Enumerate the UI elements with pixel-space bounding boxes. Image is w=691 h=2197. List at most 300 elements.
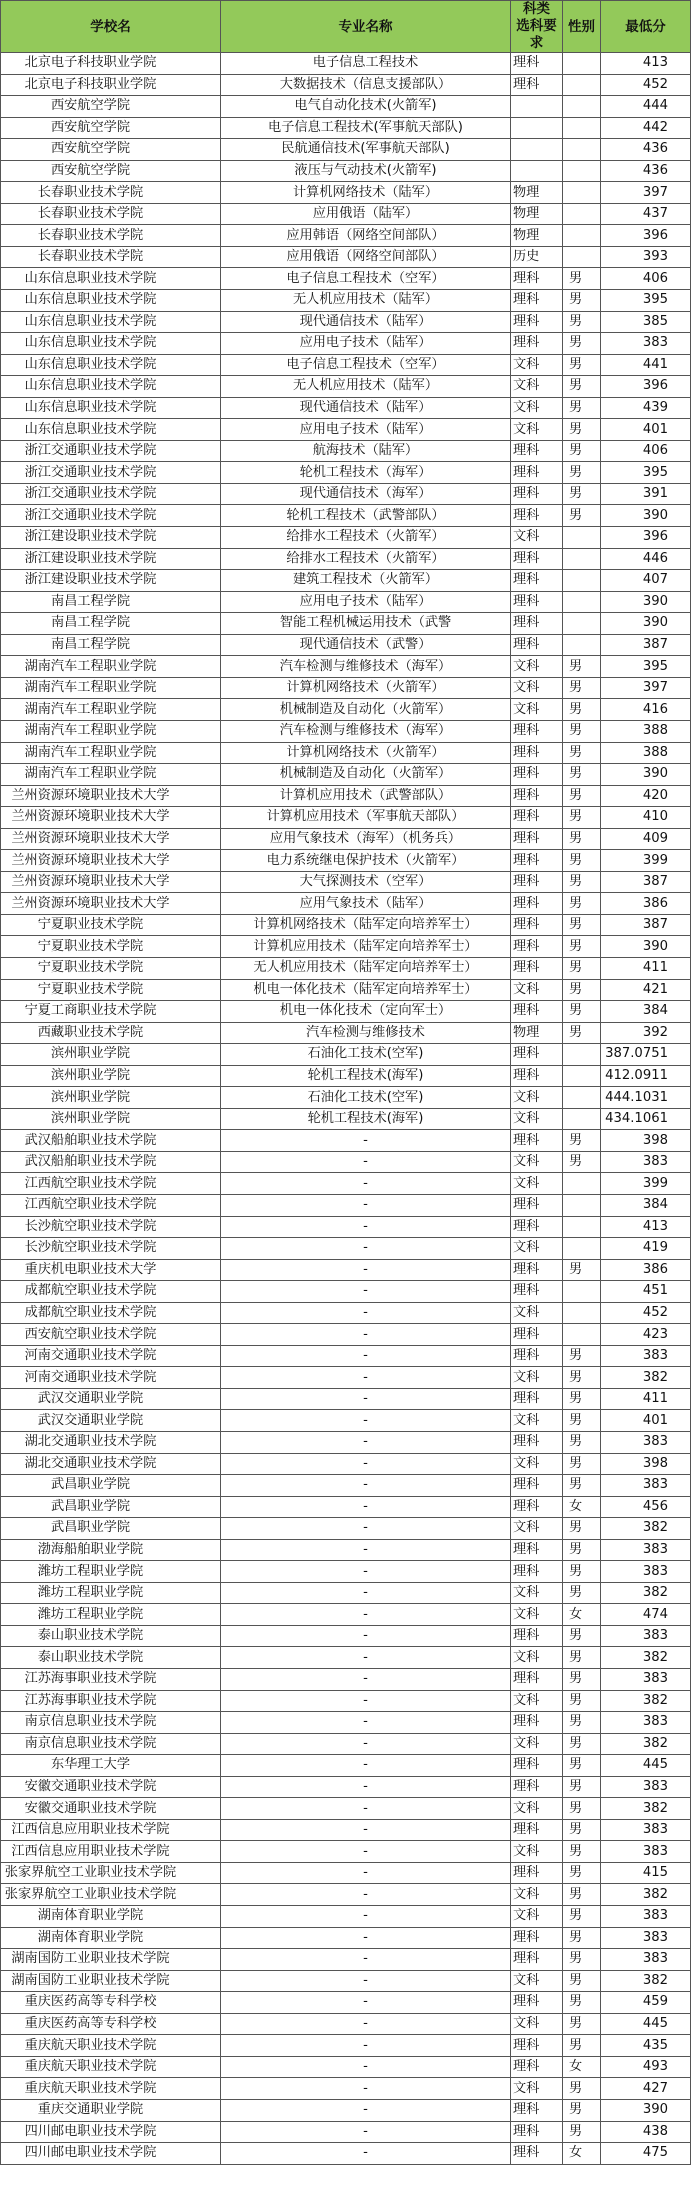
school-cell: 南昌工程学院 — [1, 634, 221, 656]
gender-cell — [563, 139, 601, 161]
school-cell: 浙江交通职业技术学院 — [1, 483, 221, 505]
major-cell: 应用俄语（网络空间部队） — [221, 246, 511, 268]
gender-cell: 男 — [563, 1949, 601, 1971]
subject-cell — [511, 96, 563, 118]
table-row — [1, 1690, 691, 1712]
table-row — [1, 1582, 691, 1604]
subject-cell: 理科 — [511, 742, 563, 764]
subject-cell: 理科 — [511, 1432, 563, 1454]
major-cell: - — [221, 1388, 511, 1410]
gender-cell: 男 — [563, 1022, 601, 1044]
gender-cell: 男 — [563, 376, 601, 398]
table-row — [1, 1518, 691, 1540]
school-cell: 北京电子科技职业学院 — [1, 53, 221, 75]
table-row — [1, 570, 691, 592]
major-cell: - — [221, 1949, 511, 1971]
table-row — [1, 74, 691, 96]
subject-cell: 文科 — [511, 1108, 563, 1130]
major-cell: 石油化工技术(空军) — [221, 1087, 511, 1109]
min-score-cell: 383 — [601, 1475, 691, 1497]
gender-cell — [563, 570, 601, 592]
subject-cell: 理科 — [511, 1755, 563, 1777]
major-cell: 应用气象技术（陆军） — [221, 893, 511, 915]
school-cell: 湖南汽车工程职业学院 — [1, 764, 221, 786]
subject-cell: 理科 — [511, 462, 563, 484]
min-score-cell: 387 — [601, 634, 691, 656]
min-score-cell: 390 — [601, 2099, 691, 2121]
major-cell: 计算机网络技术（陆军） — [221, 182, 511, 204]
gender-cell: 男 — [563, 914, 601, 936]
major-cell: - — [221, 1798, 511, 1820]
subject-cell: 文科 — [511, 376, 563, 398]
min-score-cell: 406 — [601, 268, 691, 290]
subject-cell: 理科 — [511, 764, 563, 786]
major-cell: - — [221, 1475, 511, 1497]
school-cell: 河南交通职业技术学院 — [1, 1345, 221, 1367]
min-score-cell: 383 — [601, 1819, 691, 1841]
school-cell: 成都航空职业技术学院 — [1, 1302, 221, 1324]
school-cell: 北京电子科技职业学院 — [1, 74, 221, 96]
min-score-cell: 384 — [601, 1194, 691, 1216]
school-cell: 重庆机电职业技术大学 — [1, 1259, 221, 1281]
subject-cell: 理科 — [511, 850, 563, 872]
subject-cell: 理科 — [511, 1216, 563, 1238]
subject-cell: 文科 — [511, 527, 563, 549]
header-min-score: 最低分 — [601, 1, 691, 53]
gender-cell: 男 — [563, 1819, 601, 1841]
school-cell: 成都航空职业技术学院 — [1, 1281, 221, 1303]
table-row — [1, 591, 691, 613]
min-score-cell: 396 — [601, 527, 691, 549]
min-score-cell: 437 — [601, 203, 691, 225]
table-row — [1, 1194, 691, 1216]
major-cell: - — [221, 1432, 511, 1454]
table-row — [1, 1992, 691, 2014]
major-cell: - — [221, 1238, 511, 1260]
gender-cell — [563, 1216, 601, 1238]
table-row — [1, 1130, 691, 1152]
subject-cell: 理科 — [511, 1259, 563, 1281]
table-row — [1, 677, 691, 699]
gender-cell — [563, 117, 601, 139]
gender-cell: 男 — [563, 1841, 601, 1863]
min-score-cell: 399 — [601, 850, 691, 872]
school-cell: 南京信息职业技术学院 — [1, 1733, 221, 1755]
min-score-cell: 383 — [601, 1927, 691, 1949]
school-cell: 湖北交通职业技术学院 — [1, 1453, 221, 1475]
gender-cell: 男 — [563, 2035, 601, 2057]
school-cell: 东华理工大学 — [1, 1755, 221, 1777]
major-cell: - — [221, 1862, 511, 1884]
subject-cell: 理科 — [511, 1927, 563, 1949]
min-score-cell: 407 — [601, 570, 691, 592]
major-cell: - — [221, 1669, 511, 1691]
subject-cell — [511, 117, 563, 139]
table-row — [1, 2121, 691, 2143]
school-cell: 宁夏职业技术学院 — [1, 957, 221, 979]
min-score-cell: 419 — [601, 1238, 691, 1260]
subject-cell: 理科 — [511, 1819, 563, 1841]
gender-cell: 男 — [563, 1518, 601, 1540]
major-cell: 石油化工技术(空军) — [221, 1044, 511, 1066]
table-row — [1, 440, 691, 462]
major-cell: 无人机应用技术（陆军） — [221, 290, 511, 312]
table-row — [1, 914, 691, 936]
table-row — [1, 548, 691, 570]
gender-cell: 男 — [563, 1970, 601, 1992]
header-gender: 性别 — [563, 1, 601, 53]
gender-cell: 男 — [563, 957, 601, 979]
school-cell: 四川邮电职业技术学院 — [1, 2143, 221, 2165]
subject-cell — [511, 139, 563, 161]
subject-cell: 理科 — [511, 828, 563, 850]
subject-cell: 理科 — [511, 74, 563, 96]
gender-cell: 男 — [563, 1475, 601, 1497]
table-row — [1, 160, 691, 182]
major-cell: - — [221, 1755, 511, 1777]
school-cell: 宁夏职业技术学院 — [1, 979, 221, 1001]
min-score-cell: 442 — [601, 117, 691, 139]
major-cell: 现代通信技术（武警） — [221, 634, 511, 656]
min-score-cell: 390 — [601, 591, 691, 613]
table-row — [1, 1496, 691, 1518]
min-score-cell: 383 — [601, 1625, 691, 1647]
school-cell: 泰山职业技术学院 — [1, 1647, 221, 1669]
school-cell: 西安航空学院 — [1, 139, 221, 161]
min-score-cell: 390 — [601, 936, 691, 958]
school-cell: 湖南汽车工程职业学院 — [1, 720, 221, 742]
subject-cell: 文科 — [511, 1690, 563, 1712]
min-score-cell: 435 — [601, 2035, 691, 2057]
gender-cell: 男 — [563, 871, 601, 893]
gender-cell — [563, 634, 601, 656]
subject-cell: 理科 — [511, 1281, 563, 1303]
school-cell: 安徽交通职业技术学院 — [1, 1776, 221, 1798]
gender-cell: 男 — [563, 1712, 601, 1734]
major-cell: 应用电子技术（陆军） — [221, 333, 511, 355]
table-row — [1, 96, 691, 118]
major-cell: 电子信息工程技术（空军） — [221, 354, 511, 376]
school-cell: 宁夏职业技术学院 — [1, 914, 221, 936]
major-cell: - — [221, 1970, 511, 1992]
min-score-cell: 413 — [601, 1216, 691, 1238]
table-row — [1, 1238, 691, 1260]
gender-cell — [563, 591, 601, 613]
major-cell: - — [221, 1259, 511, 1281]
subject-cell: 文科 — [511, 1906, 563, 1928]
subject-cell: 文科 — [511, 979, 563, 1001]
min-score-cell: 382 — [601, 1733, 691, 1755]
major-cell: - — [221, 1281, 511, 1303]
school-cell: 兰州资源环境职业技术大学 — [1, 850, 221, 872]
school-cell: 西安航空学院 — [1, 117, 221, 139]
school-cell: 西安航空学院 — [1, 96, 221, 118]
min-score-cell: 387.0751 — [601, 1044, 691, 1066]
school-cell: 浙江建设职业技术学院 — [1, 527, 221, 549]
subject-cell: 理科 — [511, 634, 563, 656]
min-score-cell: 475 — [601, 2143, 691, 2165]
major-cell: - — [221, 1733, 511, 1755]
min-score-cell: 399 — [601, 1173, 691, 1195]
school-cell: 江西航空职业技术学院 — [1, 1194, 221, 1216]
table-row — [1, 1884, 691, 1906]
table-row — [1, 1001, 691, 1023]
table-row — [1, 376, 691, 398]
table-row — [1, 979, 691, 1001]
major-cell: 应用电子技术（陆军） — [221, 591, 511, 613]
school-cell: 长春职业技术学院 — [1, 182, 221, 204]
subject-cell: 理科 — [511, 2121, 563, 2143]
gender-cell: 男 — [563, 1539, 601, 1561]
subject-cell: 理科 — [511, 591, 563, 613]
min-score-cell: 446 — [601, 548, 691, 570]
subject-cell: 理科 — [511, 311, 563, 333]
major-cell: 轮机工程技术(海军) — [221, 1108, 511, 1130]
school-cell: 张家界航空工业职业技术学院 — [1, 1884, 221, 1906]
major-cell: - — [221, 1604, 511, 1626]
subject-cell: 文科 — [511, 1087, 563, 1109]
table-row — [1, 311, 691, 333]
gender-cell: 男 — [563, 1345, 601, 1367]
major-cell: - — [221, 2143, 511, 2165]
school-cell: 武汉交通职业学院 — [1, 1410, 221, 1432]
subject-cell: 文科 — [511, 677, 563, 699]
min-score-cell: 383 — [601, 1669, 691, 1691]
school-cell: 山东信息职业技术学院 — [1, 419, 221, 441]
subject-cell: 物理 — [511, 182, 563, 204]
gender-cell: 男 — [563, 1625, 601, 1647]
header-major: 专业名称 — [221, 1, 511, 53]
gender-cell: 男 — [563, 1410, 601, 1432]
major-cell: 现代通信技术（陆军） — [221, 311, 511, 333]
table-row — [1, 1712, 691, 1734]
subject-cell: 理科 — [511, 290, 563, 312]
subject-cell: 理科 — [511, 720, 563, 742]
table-row — [1, 505, 691, 527]
school-cell: 武汉交通职业学院 — [1, 1388, 221, 1410]
gender-cell: 男 — [563, 1776, 601, 1798]
min-score-cell: 421 — [601, 979, 691, 1001]
min-score-cell: 384 — [601, 1001, 691, 1023]
table-row — [1, 139, 691, 161]
gender-cell: 男 — [563, 1453, 601, 1475]
min-score-cell: 398 — [601, 1130, 691, 1152]
header-subject-line1: 科类 — [523, 1, 550, 17]
table-row — [1, 1647, 691, 1669]
subject-cell: 理科 — [511, 807, 563, 829]
min-score-cell: 396 — [601, 225, 691, 247]
subject-cell: 理科 — [511, 1561, 563, 1583]
table-row — [1, 1970, 691, 1992]
subject-cell: 理科 — [511, 1001, 563, 1023]
school-cell: 潍坊工程职业学院 — [1, 1604, 221, 1626]
subject-cell: 文科 — [511, 2078, 563, 2100]
subject-cell: 理科 — [511, 53, 563, 75]
min-score-cell: 445 — [601, 1755, 691, 1777]
min-score-cell: 386 — [601, 893, 691, 915]
min-score-cell: 398 — [601, 1453, 691, 1475]
subject-cell: 理科 — [511, 1044, 563, 1066]
major-cell: - — [221, 1345, 511, 1367]
table-row — [1, 1087, 691, 1109]
min-score-cell: 444.1031 — [601, 1087, 691, 1109]
table-row — [1, 1302, 691, 1324]
gender-cell: 男 — [563, 1669, 601, 1691]
school-cell: 潍坊工程职业学院 — [1, 1582, 221, 1604]
gender-cell: 男 — [563, 1992, 601, 2014]
subject-cell: 文科 — [511, 1410, 563, 1432]
major-cell: 机械制造及自动化（火箭军） — [221, 699, 511, 721]
table-row — [1, 117, 691, 139]
subject-cell: 文科 — [511, 1733, 563, 1755]
gender-cell: 男 — [563, 1432, 601, 1454]
school-cell: 重庆航天职业技术学院 — [1, 2035, 221, 2057]
min-score-cell: 387 — [601, 914, 691, 936]
subject-cell: 文科 — [511, 1518, 563, 1540]
min-score-cell: 385 — [601, 311, 691, 333]
subject-cell: 理科 — [511, 1345, 563, 1367]
school-cell: 浙江交通职业技术学院 — [1, 505, 221, 527]
table-row — [1, 2099, 691, 2121]
min-score-cell: 451 — [601, 1281, 691, 1303]
major-cell: 应用韩语（网络空间部队） — [221, 225, 511, 247]
major-cell: 计算机应用技术（陆军定向培养军士） — [221, 936, 511, 958]
gender-cell: 男 — [563, 656, 601, 678]
subject-cell: 理科 — [511, 333, 563, 355]
gender-cell: 男 — [563, 785, 601, 807]
table-row — [1, 2143, 691, 2165]
table-row — [1, 699, 691, 721]
school-cell: 滨州职业学院 — [1, 1044, 221, 1066]
gender-cell: 男 — [563, 1906, 601, 1928]
min-score-cell: 383 — [601, 1712, 691, 1734]
table-row — [1, 634, 691, 656]
subject-cell: 理科 — [511, 268, 563, 290]
subject-cell: 理科 — [511, 1776, 563, 1798]
subject-cell: 文科 — [511, 1884, 563, 1906]
gender-cell: 男 — [563, 1884, 601, 1906]
subject-cell: 文科 — [511, 1841, 563, 1863]
school-cell: 长春职业技术学院 — [1, 246, 221, 268]
table-row — [1, 2078, 691, 2100]
min-score-cell: 436 — [601, 139, 691, 161]
min-score-cell: 474 — [601, 1604, 691, 1626]
subject-cell: 历史 — [511, 246, 563, 268]
min-score-cell: 386 — [601, 1259, 691, 1281]
gender-cell — [563, 527, 601, 549]
gender-cell: 男 — [563, 1647, 601, 1669]
subject-cell: 理科 — [511, 1712, 563, 1734]
min-score-cell: 383 — [601, 1949, 691, 1971]
major-cell: 电气自动化技术(火箭军) — [221, 96, 511, 118]
major-cell: - — [221, 1992, 511, 2014]
subject-cell: 理科 — [511, 1992, 563, 2014]
min-score-cell: 401 — [601, 419, 691, 441]
gender-cell: 男 — [563, 311, 601, 333]
school-cell: 江西信息应用职业技术学院 — [1, 1841, 221, 1863]
min-score-cell: 383 — [601, 1841, 691, 1863]
table-row — [1, 957, 691, 979]
subject-cell: 文科 — [511, 1173, 563, 1195]
table-row — [1, 785, 691, 807]
major-cell: - — [221, 1841, 511, 1863]
min-score-cell: 383 — [601, 1906, 691, 1928]
table-row — [1, 203, 691, 225]
table-row — [1, 613, 691, 635]
school-cell: 山东信息职业技术学院 — [1, 376, 221, 398]
table-row — [1, 1324, 691, 1346]
min-score-cell: 382 — [601, 1518, 691, 1540]
major-cell: - — [221, 1712, 511, 1734]
table-row — [1, 1065, 691, 1087]
min-score-cell: 383 — [601, 1776, 691, 1798]
major-cell: 无人机应用技术（陆军定向培养军士） — [221, 957, 511, 979]
min-score-cell: 411 — [601, 957, 691, 979]
school-cell: 山东信息职业技术学院 — [1, 354, 221, 376]
gender-cell — [563, 1173, 601, 1195]
table-body — [1, 53, 691, 2165]
major-cell: - — [221, 2013, 511, 2035]
min-score-cell: 392 — [601, 1022, 691, 1044]
school-cell: 重庆交通职业学院 — [1, 2099, 221, 2121]
gender-cell — [563, 225, 601, 247]
header-school: 学校名 — [1, 1, 221, 53]
subject-cell: 理科 — [511, 2143, 563, 2165]
gender-cell: 男 — [563, 462, 601, 484]
table-row — [1, 1432, 691, 1454]
school-cell: 宁夏工商职业技术学院 — [1, 1001, 221, 1023]
subject-cell: 理科 — [511, 1539, 563, 1561]
major-cell: - — [221, 1776, 511, 1798]
gender-cell: 男 — [563, 1388, 601, 1410]
table-row — [1, 290, 691, 312]
school-cell: 山东信息职业技术学院 — [1, 268, 221, 290]
table-row — [1, 1345, 691, 1367]
table-row — [1, 483, 691, 505]
gender-cell — [563, 203, 601, 225]
min-score-cell: 395 — [601, 462, 691, 484]
school-cell: 渤海船舶职业学院 — [1, 1539, 221, 1561]
school-cell: 武昌职业学院 — [1, 1496, 221, 1518]
min-score-cell: 444 — [601, 96, 691, 118]
school-cell: 江西信息应用职业技术学院 — [1, 1819, 221, 1841]
table-row — [1, 397, 691, 419]
school-cell: 西藏职业技术学院 — [1, 1022, 221, 1044]
table-row — [1, 828, 691, 850]
table-row — [1, 1862, 691, 1884]
major-cell: - — [221, 1173, 511, 1195]
subject-cell: 理科 — [511, 1496, 563, 1518]
major-cell: 汽车检测与维修技术 — [221, 1022, 511, 1044]
school-cell: 泰山职业技术学院 — [1, 1625, 221, 1647]
min-score-cell: 420 — [601, 785, 691, 807]
table-row — [1, 893, 691, 915]
subject-cell: 文科 — [511, 1647, 563, 1669]
subject-cell: 理科 — [511, 570, 563, 592]
major-cell: 计算机网络技术（火箭军） — [221, 742, 511, 764]
table-row — [1, 1604, 691, 1626]
gender-cell — [563, 1302, 601, 1324]
gender-cell — [563, 1281, 601, 1303]
subject-cell: 理科 — [511, 2056, 563, 2078]
school-cell: 山东信息职业技术学院 — [1, 311, 221, 333]
school-cell: 西安航空职业技术学院 — [1, 1324, 221, 1346]
subject-cell: 理科 — [511, 1669, 563, 1691]
table-row — [1, 1475, 691, 1497]
gender-cell: 男 — [563, 1582, 601, 1604]
school-cell: 重庆航天职业技术学院 — [1, 2056, 221, 2078]
major-cell: 现代通信技术（陆军） — [221, 397, 511, 419]
